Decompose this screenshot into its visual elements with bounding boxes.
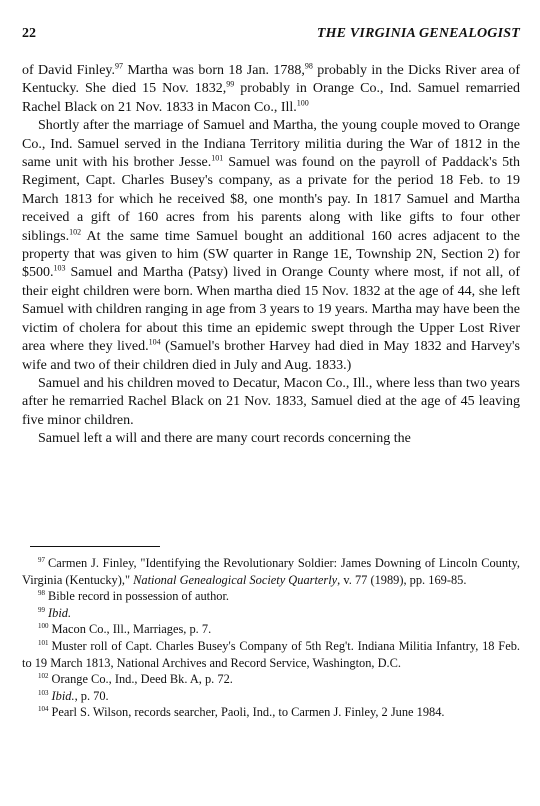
footnote — [22, 588, 520, 605]
footnote-ref: 103 — [53, 263, 66, 273]
footnote-divider — [30, 546, 160, 547]
footnote-number: 103 — [38, 688, 49, 697]
paragraph — [22, 62, 520, 117]
footnote-ref: 98 — [304, 61, 313, 71]
footnote — [22, 555, 520, 588]
text-run: Bible record in possession of author. — [48, 589, 230, 604]
text-run: (Samuel's brother Harvey had died in May 1832 and Harvey's wife and two of their children died in July and Aug. 1833.) — [22, 339, 520, 373]
italic-text: National Genealogical Society Quarterly — [133, 572, 338, 587]
text-run: Samuel was found on the payroll of Paddack's 5th Regiment, Capt. Charles Busey's company, as a private for the period 18 Feb. to 19 March 1813 for which he received $8, one month's pay. In 1817 Samuel and Martha received a gift of 160 acres from his parents along with like gifts to four other siblings. — [22, 155, 520, 244]
text-run: Martha was born 18 Jan. 1788, — [123, 63, 305, 78]
footnote-ref: 104 — [148, 337, 161, 347]
text-run: Shortly after the marriage of Samuel and Martha, the young couple moved to Orange Co., Ind. Samuel served in the Indiana Territory militia during the War of 1812 in the same unit with his brother Jesse. — [22, 118, 520, 171]
footnote — [22, 621, 520, 638]
text-run: Pearl S. Wilson, records searcher, Paoli, Ind., to Carmen J. Finley, 2 June 1984. — [51, 705, 445, 720]
paragraph — [22, 375, 520, 430]
text-run: Samuel and Martha (Patsy) lived in Orange County where most, if not all, of their eight children were born. When martha died 15 Nov. 1832 at the age of 44, she left Samuel with children ranging in age from 3 years to 19 years. Martha may have been the victim of cholera for about this time an epidemic swept through the Upper Lost River area where they lived. — [22, 265, 521, 355]
text-run: Samuel and his children moved to Decatur, Macon Co., Ill., where less than two years after he remarried Rachel Black on 21 Nov. 1833, Samuel died at the age of 45 leaving five minor children. — [22, 375, 520, 428]
text-run: Muster roll of Capt. Charles Busey's Company of 5th Reg't. Indiana Militia Infantry, 18 Feb. to 19 March 1813, National Archives and Record Service, Washington, D.C. — [22, 638, 520, 670]
footnote-number: 104 — [38, 705, 49, 714]
footnote-ref: 101 — [211, 153, 224, 163]
italic-text: Ibid. — [48, 605, 72, 620]
text-run: probably in the Dicks River area of Kentucky. She died 15 Nov. 1832, — [22, 63, 520, 97]
footnote — [22, 605, 520, 622]
footnote-ref: 99 — [226, 79, 235, 89]
page-header — [22, 26, 520, 42]
footnote — [22, 671, 520, 688]
footnote — [22, 638, 520, 671]
text-run: Macon Co., Ill., Marriages, p. 7. — [51, 622, 212, 637]
paragraph — [22, 117, 520, 375]
footnote-number: 101 — [38, 638, 49, 647]
footnotes — [22, 555, 520, 721]
paragraph — [22, 430, 520, 448]
text-run: Samuel left a will and there are many court records concerning the — [38, 431, 411, 447]
article-body — [22, 62, 520, 449]
text-run: probably in Orange Co., Ind. Samuel remarried Rachel Black on 21 Nov. 1833 in Macon Co., Ill. — [22, 81, 520, 115]
footnote-number: 97 — [38, 555, 45, 564]
text-run: Carmen J. Finley, "Identifying the Revolutionary Soldier: James Downing of Lincoln County, Virginia (Kentucky)," — [22, 556, 520, 587]
footnote-number: 100 — [38, 622, 49, 631]
footnote-number: 98 — [38, 589, 45, 598]
text-run: Orange Co., Ind., Deed Bk. A, p. 72. — [51, 672, 233, 687]
footnote-ref: 102 — [69, 227, 82, 236]
text-run: , p. 70. — [74, 688, 109, 703]
text-run: , v. 77 (1989), pp. 169-85. — [337, 572, 467, 587]
journal-title: THE VIRGINIA GENEALOGIST — [316, 26, 520, 41]
text-run: At the same time Samuel bought an additional 160 acres adjacent to the property that was given to him (SW quarter in Range 1E, Township 2N, Section 2) for $500. — [22, 228, 520, 281]
italic-text: Ibid. — [51, 688, 75, 703]
footnote-ref: 100 — [296, 98, 309, 108]
footnote — [22, 704, 520, 721]
footnote-ref: 97 — [115, 61, 124, 71]
footnote-number: 102 — [38, 672, 49, 681]
footnote — [22, 688, 520, 705]
page-number: 22 — [22, 26, 36, 41]
text-run: of David Finley. — [22, 63, 116, 78]
footnote-number: 99 — [38, 605, 45, 614]
